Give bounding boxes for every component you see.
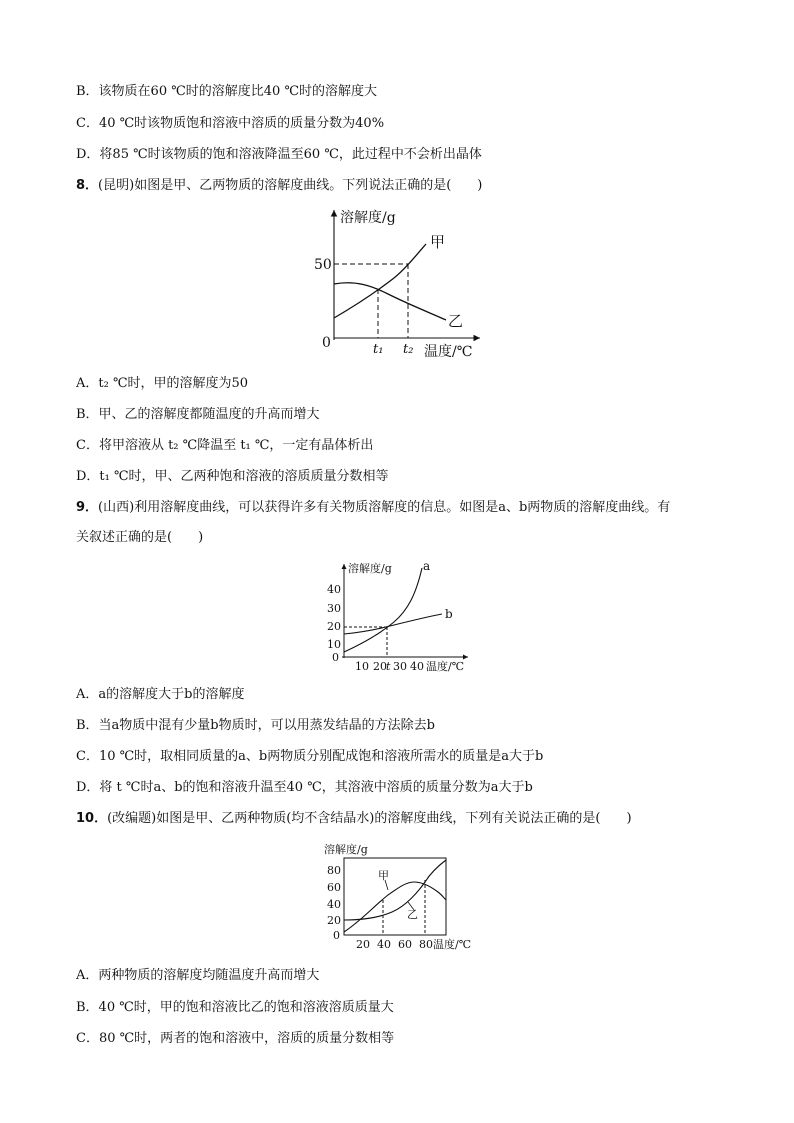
curve-a [344,568,422,652]
y-axis-label: 溶解度/g [348,562,392,575]
q7-option-b: B．该物质在60 ℃时的溶解度比40 ℃时的溶解度大 [76,84,377,99]
curve-jia [334,244,426,318]
q8-option-b: B．甲、乙的溶解度都随温度的升高而增大 [76,407,320,422]
x-tick-t2: t₂ [403,342,414,357]
y-tick-40: 40 [327,898,341,911]
q9-text: (山西)利用溶解度曲线，可以获得许多有关物质溶解度的信息。如图是a、b两物质的溶解度曲线。有 [98,500,671,515]
label-b: b [445,607,453,621]
q8-text: (昆明)如图是甲、乙两物质的溶解度曲线。下列说法正确的是( ) [98,178,483,193]
q10-solubility-chart [322,840,482,955]
x-axis-label: 温度/℃ [426,660,465,673]
y-tick-0: 0 [332,651,339,664]
q10-option-a: A．两种物质的溶解度均随温度升高而增大 [76,968,320,983]
q8-number: 8． [76,178,99,193]
x-axis-label: 温度/℃ [424,344,473,360]
label-jia: 甲 [430,233,446,251]
q7-option-c: C．40 ℃时该物质饱和溶液中溶质的质量分数为40% [76,116,385,131]
curve-b [344,614,442,634]
x-tick-80: 80 [419,938,433,951]
x-tick-40: 40 [377,938,391,951]
q9-stem-line2: 关叙述正确的是( ) [76,530,204,545]
origin-label: 0 [322,335,331,351]
q9-option-b: B．当a物质中混有少量b物质时，可以用蒸发结晶的方法除去b [76,718,435,733]
curve-jia [344,882,446,932]
y-tick-30: 30 [327,602,341,615]
q8-option-c: C．将甲溶液从 t₂ ℃降温至 t₁ ℃，一定有晶体析出 [76,438,374,453]
x-tick-30: 30 [393,660,407,673]
label-yi: 乙 [448,312,464,330]
y-tick-20: 20 [327,914,341,927]
q10-option-c: C．80 ℃时，两者的饱和溶液中，溶质的质量分数相等 [76,1031,395,1046]
q9-solubility-chart [322,558,472,675]
q10-stem [76,810,632,828]
q7-option-d: D．将85 ℃时该物质的饱和溶液降温至60 ℃，此过程中不会析出晶体 [76,147,482,162]
label-yi: 乙 [407,908,418,921]
q10-text: (改编题)如图是甲、乙两种物质(均不含结晶水)的溶解度曲线，下列有关说法正确的是( ) [107,811,632,826]
y-tick-10: 10 [327,638,341,651]
q9-option-a: A．a的溶解度大于b的溶解度 [76,687,245,702]
q9-option-d: D．将 t ℃时a、b的饱和溶液升温至40 ℃，其溶液中溶质的质量分数为a大于b [76,780,533,795]
q10-number: 10． [76,811,108,826]
x-tick-20: 20 [356,938,370,951]
q8-solubility-chart [300,200,500,365]
y-tick-40: 40 [327,583,341,596]
q8-option-a: A．t₂ ℃时，甲的溶解度为50 [76,376,249,391]
y-tick-50: 50 [314,257,332,273]
x-axis-label: 温度/℃ [433,938,472,951]
q9-number: 9． [76,500,99,515]
y-tick-80: 80 [327,864,341,877]
x-tick-60: 60 [398,938,412,951]
y-tick-60: 60 [327,881,341,894]
x-tick-40: 40 [410,660,424,673]
y-axis-label: 溶解度/g [340,210,396,226]
x-tick-10: 10 [355,660,369,673]
y-tick-0: 0 [333,929,340,942]
label-jia: 甲 [378,869,389,882]
q9-option-c: C．10 ℃时，取相同质量的a、b两物质分别配成饱和溶液所需水的质量是a大于b [76,749,544,764]
curve-yi [334,283,446,320]
x-tick-t1: t₁ [373,342,384,357]
x-tick-20: 20 [373,660,387,673]
q9-stem [76,499,670,517]
x-tick-t: t [386,660,391,673]
y-tick-20: 20 [327,620,341,633]
q10-option-b: B．40 ℃时，甲的饱和溶液比乙的饱和溶液溶质质量大 [76,1000,394,1015]
q8-stem [76,177,482,195]
plot-frame [344,858,446,935]
q8-option-d: D．t₁ ℃时，甲、乙两种饱和溶液的溶质质量分数相等 [76,469,389,484]
y-axis-label: 溶解度/g [324,843,368,856]
label-a: a [423,559,431,573]
